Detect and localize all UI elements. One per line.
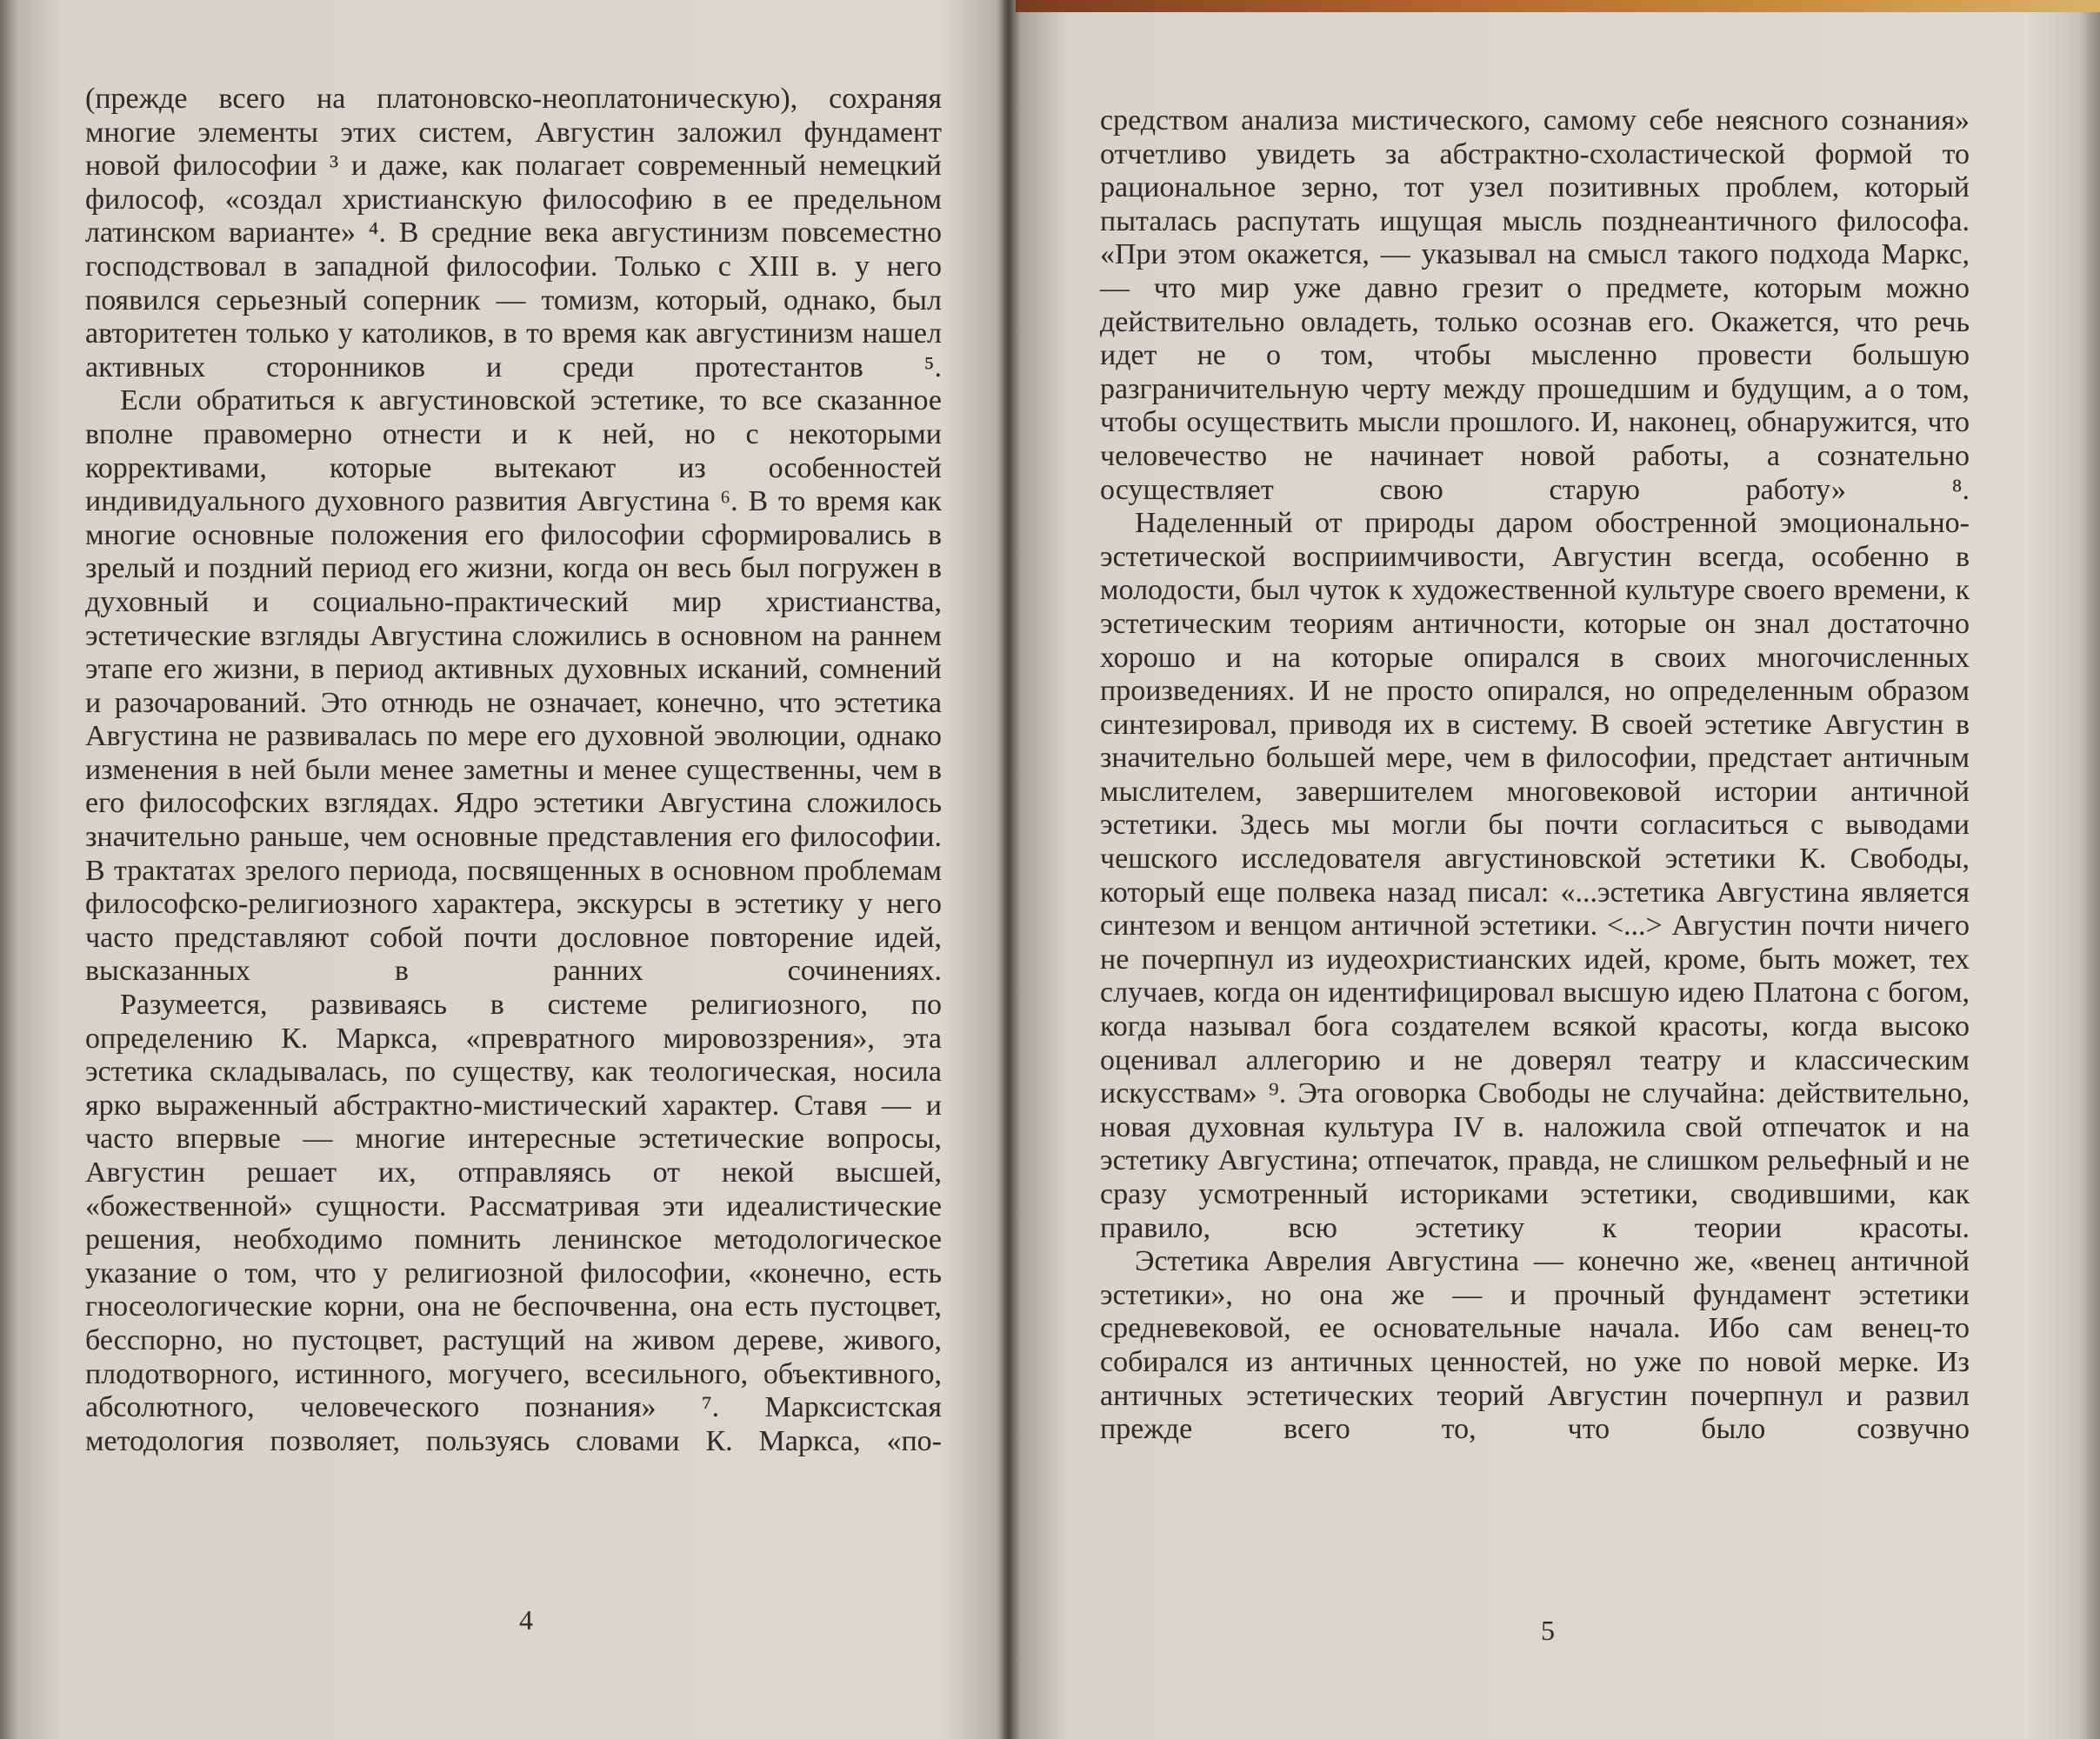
book-gutter xyxy=(1000,0,1019,1739)
right-page xyxy=(1100,104,1970,1447)
right-paragraph-1: средством анализа мистического, самому себе неясного сознания» отчетливо увидеть за абстрактно-схоластической формой то рациональное зерно, тот узел позитивных проблем, который пыталась распутать ищущая мысль позднеантичного философа. «При этом окажется, — указывал на смысл такого подхода Маркс, — что мир уже давно грезит о предмете, которым можно действительно овладеть, только осознав его. Окажется, что речь идет не о том, чтобы мысленно провести большую разграничительную черту между прошедшим и будущим, а о том, чтобы осуществить мысли прошлого. И, наконец, обнаружится, что человечество не начинает новой работы, а сознательно осуществляет свою старую работу» ⁸. xyxy=(1100,104,1970,506)
cover-edge xyxy=(1016,0,2100,12)
left-page xyxy=(85,83,942,1458)
left-paragraph-2: Если обратиться к августиновской эстетике, то все сказанное вполне правомерно отнести и к ней, но с некоторыми коррективами, которые вытекают из особенностей индивидуального духовного развития Августина ⁶. В то время как многие основные положения его философии сформировались в зрелый и поздний период его жизни, когда он весь был погружен в духовный и социально-практический мир христианства, эстетические взгляды Августина сложились в основном на раннем этапе его жизни, в период активных духовных исканий, сомнений и разочарований. Это отнюдь не означает, конечно, что эстетика Августина не развивалась по мере его духовной эволюции, однако изменения в ней были менее заметны и менее существенны, чем в его философских взглядах. Ядро эстетики Августина сложилось значительно раньше, чем основные представления его философии. В трактатах зрелого периода, посвященных в основном проблемам философско-религиозного характера, экскурсы в эстетику у него часто представляют собой почти дословное повторение идей, высказанных в ранних сочинениях. xyxy=(85,384,942,988)
right-paragraph-3: Эстетика Аврелия Августина — конечно же, «венец античной эстетики», но она же — и прочный фундамент эстетики средневековой, ее основательные начала. Ибо сам венец-то собирался из античных ценностей, но уже по новой мерке. Из античных эстетических теорий Августин почерпнул и развил прежде всего то, что было созвучно xyxy=(1100,1245,1970,1446)
left-page-number: 4 xyxy=(519,1604,533,1636)
left-paragraph-1: (прежде всего на платоновско-неоплатоническую), сохраняя многие элементы этих систем, Августин заложил фундамент новой философии ³ и даже, как полагает современный немецкий философ, «создал христианскую философию в ее предельном латинском варианте» ⁴. В средние века августинизм повсеместно господствовал в западной философии. Только с XIII в. у него появился серьезный соперник — томизм, который, однако, был авторитетен только у католиков, в то время как августинизм нашел активных сторонников и среди протестантов ⁵. xyxy=(85,83,942,383)
right-paragraph-2: Наделенный от природы даром обостренной эмоционально-эстетической восприимчивости, Августин всегда, особенно в молодости, был чуток к художественной культуре своего времени, к эстетическим теориям античности, которые он знал достаточно хорошо и на которые опирался в своих многочисленных произведениях. И не просто опирался, но определенным образом синтезировал, приводя их в систему. В своей эстетике Августин в значительно большей мере, чем в философии, предстает античным мыслителем, завершителем многовековой истории античной эстетики. Здесь мы могли бы почти согласиться с выводами чешского исследователя августиновской эстетики К. Свободы, который еще полвека назад писал: «...эстетика Августина является синтезом и венцом античной эстетики. <...> Августин почти ничего не почерпнул из иудеохристианских идей, кроме, быть может, тех случаев, когда он идентифицировал высшую идею Платона с богом, когда называл бога создателем всякой красоты, когда высоко оценивал аллегорию и не доверял театру и классическим искусствам» ⁹. Эта оговорка Свободы не случайна: действительно, новая духовная культура IV в. наложила свой отпечаток и на эстетику Августина; отпечаток, правда, не слишком рельефный и не сразу усмотренный историками эстетики, сводившими, как правило, всю эстетику к теории красоты. xyxy=(1100,507,1970,1244)
left-paragraph-3: Разумеется, развиваясь в системе религиозного, по определению К. Маркса, «превратного мировоззрения», эта эстетика складывалась, по существу, как теологическая, носила ярко выраженный абстрактно-мистический характер. Ставя — и часто впервые — многие интересные эстетические вопросы, Августин решает их, отправляясь от некой высшей, «божественной» сущности. Рассматривая эти идеалистические решения, необходимо помнить ленинское методологическое указание о том, что у религиозной философии, «конечно, есть гносеологические корни, она не беспочвенна, она есть пустоцвет, бесспорно, но пустоцвет, растущий на живом дереве, живого, плодотворного, истинного, могучего, всесильного, объективного, абсолютного, человеческого познания» ⁷. Марксистская методология позволяет, пользуясь словами К. Маркса, «по- xyxy=(85,989,942,1457)
right-page-number: 5 xyxy=(1541,1615,1555,1646)
